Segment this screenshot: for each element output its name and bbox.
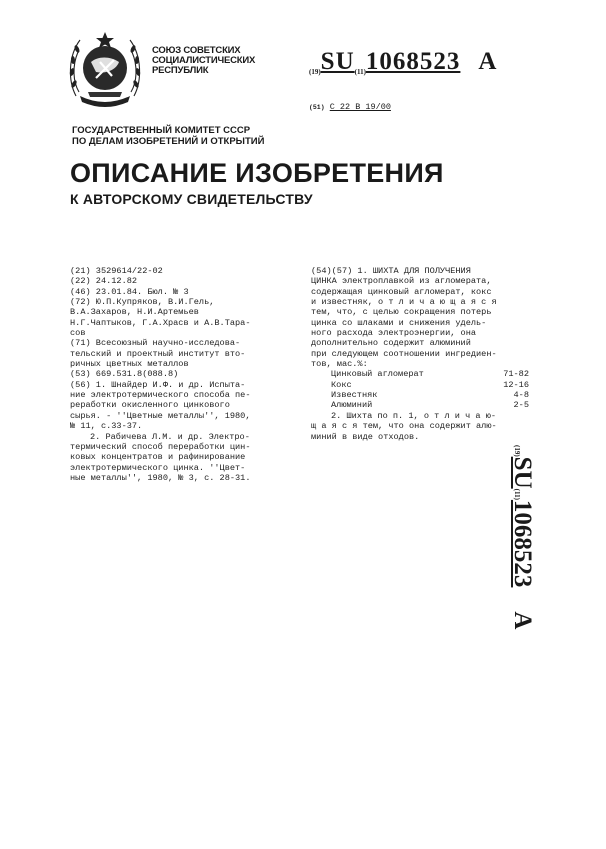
claim-line: при следующем соотношении ингредиен-: [311, 348, 497, 359]
claim-line: тем, что, с целью сокращения потерь: [311, 307, 492, 318]
committee-line: ГОСУДАРСТВЕННЫЙ КОМИТЕТ СССР: [72, 125, 251, 136]
biblio-line: тельский и проектный институт вто-: [70, 348, 246, 359]
composition-row: [311, 369, 529, 379]
patent-number-block: [309, 48, 496, 76]
biblio-line: сов: [70, 328, 86, 339]
composition-row: [311, 400, 529, 410]
claim-line: и известняк, о т л и ч а ю щ а я с я: [311, 297, 497, 308]
country-name: [152, 46, 255, 76]
inid-code-19: (19): [309, 68, 321, 76]
country-code: SU: [509, 456, 536, 489]
document-subtitle: К АВТОРСКОМУ СВИДЕТЕЛЬСТВУ: [70, 191, 313, 207]
biblio-line: (56) 1. Шнайдер И.Ф. и др. Испыта-: [70, 379, 246, 390]
ussr-emblem: [66, 26, 144, 110]
inid-code-19: (19): [513, 445, 521, 457]
ipc-value: С 22 В 19/00: [329, 102, 391, 112]
biblio-line: ние электротермического способа пе-: [70, 390, 251, 401]
biblio-line: ричных цветных металлов: [70, 359, 189, 370]
claim-line: (54)(57) 1. ШИХТА ДЛЯ ПОЛУЧЕНИЯ: [311, 266, 471, 276]
biblio-line: (21) 3529614/22-02: [70, 266, 163, 276]
ingredient-name: Кокс: [331, 379, 352, 390]
claim-line: цинка со шлаками и снижения удель-: [311, 317, 487, 328]
biblio-line: (71) Всесоюзный научно-исследова-: [70, 338, 241, 349]
biblio-line: № 11, с.33-37.: [70, 421, 143, 432]
biblio-line: электротермического цинка. ''Цвет-: [70, 462, 246, 473]
bibliographic-data: [70, 266, 298, 483]
claim-line: дополнительно содержит алюминий: [311, 338, 471, 349]
biblio-line: (22) 24.12.82: [70, 276, 138, 287]
ipc-classification: [309, 102, 391, 112]
patent-number: 1068523: [509, 499, 536, 588]
composition-row: [311, 390, 529, 400]
claims: [311, 266, 546, 442]
vertical-patent-number: [508, 445, 536, 629]
biblio-line: (46) 23.01.84. Бюл. № 3: [70, 286, 189, 297]
country-line: СОЮЗ СОВЕТСКИХ: [152, 45, 241, 56]
biblio-line: реработки окисленного цинкового: [70, 400, 230, 411]
biblio-line: В.А.Захаров, Н.И.Артемьев: [70, 307, 199, 318]
claim-line: содержащая цинковый агломерат, кокс: [311, 286, 492, 297]
claim-line: миний в виде отходов.: [311, 431, 420, 442]
patent-number: 1068523: [365, 48, 461, 75]
inid-code-11: (11): [354, 68, 366, 76]
biblio-line: (72) Ю.П.Купряков, В.И.Гель,: [70, 297, 215, 308]
ingredient-amount: 2-5: [513, 400, 529, 411]
ingredient-amount: 12-16: [503, 379, 529, 390]
biblio-line: ные металлы'', 1980, № 3, с. 28-31.: [70, 472, 251, 483]
ingredient-amount: 4-8: [513, 390, 529, 401]
claim-line: ЦИНКА электроплавкой из агломерата,: [311, 276, 492, 287]
ingredient-name: Алюминий: [331, 400, 373, 411]
biblio-line: термический способ переработки цин-: [70, 441, 251, 452]
document-kind: A: [509, 611, 536, 630]
biblio-line: сырья. - ''Цветные металлы'', 1980,: [70, 410, 251, 421]
inid-code-51: (51): [309, 104, 325, 111]
ingredient-name: Цинковый агломерат: [331, 369, 424, 380]
claim-line: ного расхода электроэнергии, она: [311, 328, 477, 339]
biblio-line: 2. Рабичева Л.М. и др. Электро-: [90, 431, 250, 442]
composition-row: [311, 380, 529, 390]
country-code: SU: [320, 48, 355, 75]
country-line: РЕСПУБЛИК: [152, 65, 209, 76]
country-line: СОЦИАЛИСТИЧЕСКИХ: [152, 55, 256, 66]
document-kind: A: [478, 48, 497, 75]
biblio-line: (53) 669.531.8(088.8): [70, 369, 179, 380]
issuing-committee: [72, 125, 264, 147]
biblio-line: Н.Г.Чаптыков, Г.А.Храсв и А.В.Тара-: [70, 317, 251, 328]
biblio-line: ковых концентратов и рафинирование: [70, 452, 246, 463]
claim-line: 2. Шихта по п. 1, о т л и ч а ю-: [331, 410, 497, 421]
claim-line: щ а я с я тем, что она содержит алю-: [311, 421, 497, 432]
document-title: ОПИСАНИЕ ИЗОБРЕТЕНИЯ: [70, 158, 444, 188]
claim-line: тов, мас.%:: [311, 359, 368, 370]
ingredient-amount: 71-82: [503, 369, 529, 380]
ingredient-name: Известняк: [331, 390, 378, 401]
committee-line: ПО ДЕЛАМ ИЗОБРЕТЕНИЙ И ОТКРЫТИЙ: [72, 136, 265, 147]
inid-code-11: (11): [513, 488, 521, 500]
